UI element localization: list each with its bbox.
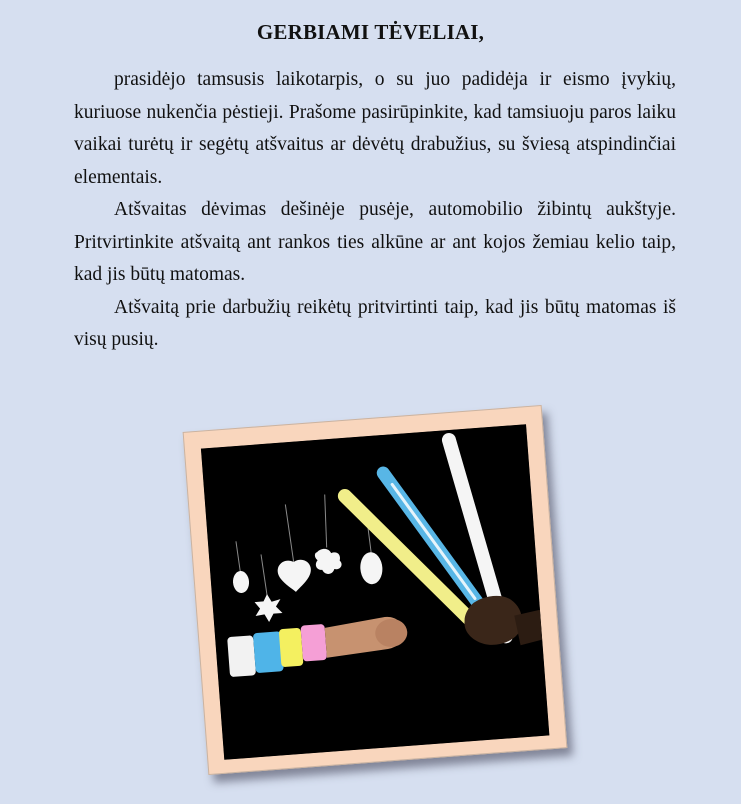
reflectors-illustration <box>201 424 549 760</box>
paragraph-3: Atšvaitą prie darbužių reikėtų pritvirtinti taip, kad jis būtų matomas iš visų pusių. <box>74 296 676 350</box>
reflectors-photo <box>201 424 549 760</box>
page-title: GERBIAMI TĖVELIAI, <box>256 20 485 44</box>
paragraph-1: prasidėjo tamsusis laikotarpis, o su juo padidėja ir eismo įvykių, kuriuose nukenčia pėstieji. Prašome pasirūpinkite, kad tamsiuoju paros laiku vaikai turėtų ir segėtų atšvaitus ar dėvėtų drabužius, su šviesą atspindinčiai elementais. <box>74 69 676 188</box>
photo-frame <box>183 405 568 775</box>
letter-body <box>74 64 676 357</box>
paragraph-2: Atšvaitas dėvimas dešinėje pusėje, automobilio žibintų aukštyje. Pritvirtinkite atšvaitą ant rankos ties alkūne ar ant kojos žemiau kelio taip, kad jis būtų matomas. <box>74 199 676 285</box>
